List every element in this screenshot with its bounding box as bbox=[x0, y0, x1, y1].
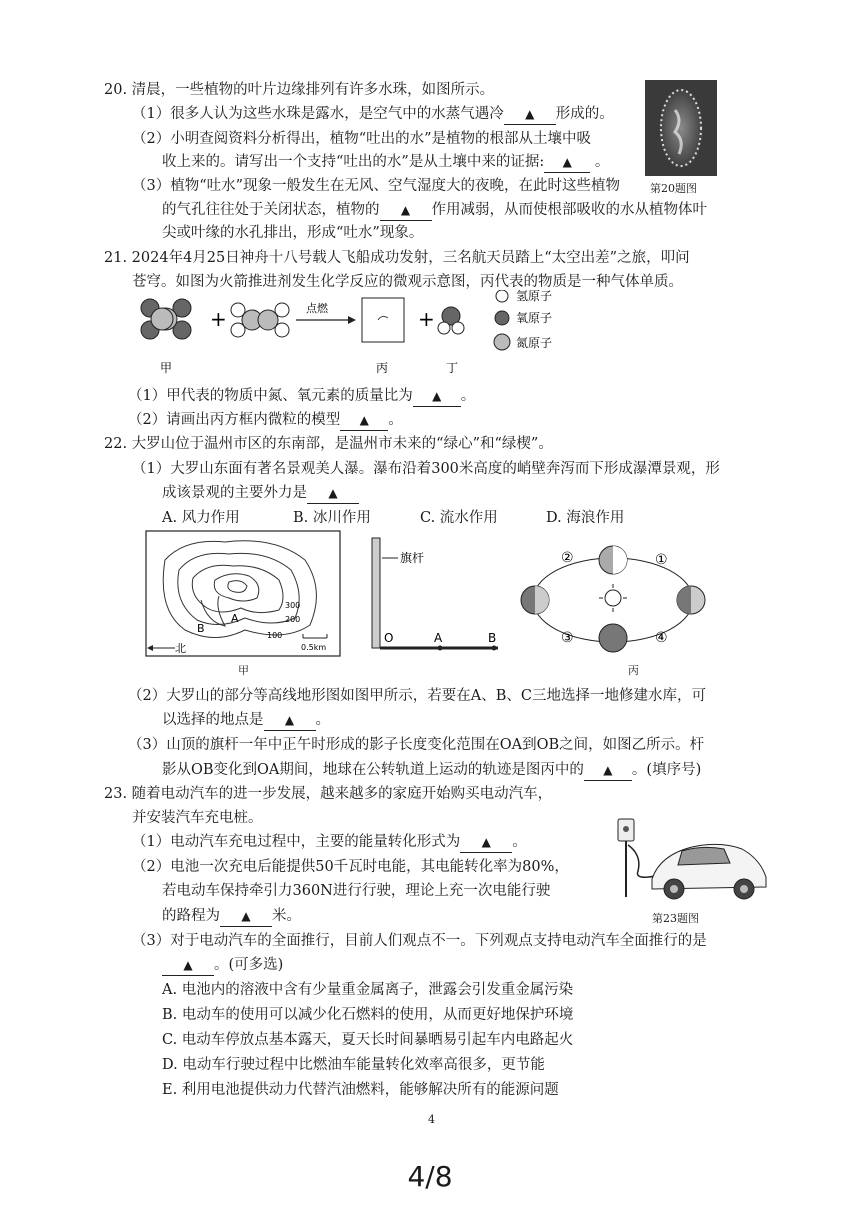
legend-hydrogen: 氢原子 bbox=[516, 290, 553, 303]
molecule-jia bbox=[141, 299, 191, 339]
svg-text:O: O bbox=[384, 631, 394, 645]
q23-part3b: ▲ 。(可多选) bbox=[162, 955, 283, 976]
orbit-diagram bbox=[515, 538, 715, 662]
svg-text:①: ① bbox=[655, 552, 668, 568]
q23-part3a: （3）对于电动汽车的全面推行，目前人们观点不一。下列观点支持电动汽车全面推行的是 bbox=[132, 933, 707, 949]
q23-option-c: C. 电动车停放点基本露天，夏天长时间暴晒易引起车内电路起火 bbox=[162, 1032, 574, 1048]
svg-text:③: ③ bbox=[561, 630, 574, 646]
q22-part2b: 以选择的地点是 ▲ 。 bbox=[162, 710, 330, 731]
q22-part1a: （1）大罗山东面有著名景观美人瀑。瀑布沿着300米高度的峭壁奔泻而下形成瀑潭景观，形 bbox=[132, 461, 720, 477]
svg-text:200: 200 bbox=[285, 615, 301, 624]
legend-nitrogen: 氮原子 bbox=[516, 336, 553, 350]
svg-text:B: B bbox=[488, 631, 497, 645]
q20-stem: 20. 清晨，一些植物的叶片边缘排列有许多水珠，如图所示。 bbox=[104, 82, 495, 98]
label-ding: 丁 bbox=[446, 361, 459, 375]
map-caption: 甲 bbox=[238, 664, 249, 677]
svg-text:A: A bbox=[231, 612, 239, 625]
q20-part3b: 的气孔往往处于关闭状态，植物的 ▲ 作用减弱，从而使根部吸收的水从植物体叶 bbox=[162, 200, 707, 221]
molecule-ding bbox=[438, 307, 464, 334]
q22-option-a: A. 风力作用 bbox=[162, 510, 240, 526]
q22-part1b: 成该景观的主要外力是 ▲ bbox=[162, 483, 359, 504]
label-bing: 丙 bbox=[376, 361, 389, 375]
page-number: 4 bbox=[428, 1113, 435, 1126]
q21-part1: （1）甲代表的物质中氮、氧元素的质量比为 ▲ 。 bbox=[128, 386, 475, 407]
svg-text:旗杆: 旗杆 bbox=[400, 551, 425, 565]
molecule-yi bbox=[231, 303, 289, 337]
q21-stem-1: 21. 2024年4月25日神舟十八号载人飞船成功发射，三名航天员踏上“太空出差”之旅，叩问 bbox=[104, 250, 690, 266]
legend-oxygen: 氧原子 bbox=[516, 311, 553, 325]
svg-text:北: 北 bbox=[175, 642, 186, 655]
q22-stem: 22. 大罗山位于温州市区的东南部，是温州市未来的“绿心”和“绿楔”。 bbox=[104, 436, 553, 452]
q22-option-c: C. 流水作用 bbox=[420, 510, 498, 526]
ev-charging-illustration bbox=[612, 815, 772, 905]
arrow-label: 点燃 bbox=[306, 302, 328, 315]
q20-part2a: （2）小明查阅资料分析得出，植物“吐出的水”是植物的根部从土壤中吸 bbox=[132, 131, 592, 147]
svg-text:B: B bbox=[197, 622, 205, 635]
q23-part1: （1）电动汽车充电过程中，主要的能量转化形式为 ▲ 。 bbox=[132, 832, 527, 853]
page-footer: 4/8 bbox=[407, 1160, 453, 1193]
label-jia: 甲 bbox=[160, 361, 173, 375]
flagpole-diagram bbox=[360, 530, 510, 660]
q20-caption: 第20题图 bbox=[650, 182, 697, 195]
orbit-caption: 丙 bbox=[628, 664, 639, 677]
q20-part3a: （3）植物“吐水”现象一般发生在无风、空气湿度大的夜晚，在此时这些植物 bbox=[132, 178, 621, 194]
q23-part2c: 的路程为 ▲ 米。 bbox=[162, 906, 301, 927]
q23-option-b: B. 电动车的使用可以减少化石燃料的使用，从而更好地保护环境 bbox=[162, 1007, 574, 1023]
q20-part1: （1）很多人认为这些水珠是露水，是空气中的水蒸气遇冷 ▲ 形成的。 bbox=[132, 104, 614, 125]
q22-option-b: B. 冰川作用 bbox=[293, 510, 371, 526]
q20-part3c: 尖或叶缘的水孔排出，形成“吐水”现象。 bbox=[162, 225, 424, 241]
q23-option-d: D. 电动车行驶过程中比燃油车能量转化效率高很多，更节能 bbox=[162, 1057, 545, 1073]
q22-part3a: （3）山顶的旗杆一年中正午时形成的影子长度变化范围在OA到OB之间，如图乙所示。杆 bbox=[128, 737, 705, 753]
svg-text:A: A bbox=[434, 631, 443, 645]
q22-part3b: 影从OB变化到OA期间，地球在公转轨道上运动的轨迹是图丙中的 ▲ 。(填序号) bbox=[162, 760, 701, 781]
leaf-photo bbox=[645, 80, 717, 176]
q22-part2a: （2）大罗山的部分等高线地形图如图甲所示，若要在A、B、C三地选择一地修建水库，可 bbox=[128, 688, 706, 704]
svg-text:④: ④ bbox=[655, 630, 668, 646]
contour-map bbox=[145, 530, 341, 660]
q23-caption: 第23题图 bbox=[652, 912, 699, 925]
q23-part2b: 若电动车保持牵引力360N进行行驶，理论上充一次电能行驶 bbox=[162, 883, 551, 899]
q23-option-e: E. 利用电池提供动力代替汽油燃料，能够解决所有的能源问题 bbox=[162, 1082, 559, 1098]
q23-stem-1: 23. 随着电动汽车的进一步发展，越来越多的家庭开始购买电动汽车， bbox=[104, 786, 553, 802]
svg-text:100: 100 bbox=[267, 631, 283, 640]
q23-option-a: A. 电池内的溶液中含有少量重金属离子，泄露会引发重金属污染 bbox=[162, 982, 574, 998]
reaction-diagram bbox=[130, 290, 610, 380]
svg-text:300: 300 bbox=[285, 601, 301, 610]
q20-part2b: 收上来的。请写出一个支持“吐出的水”是从土壤中来的证据: ▲ 。 bbox=[162, 152, 609, 173]
q23-stem-2: 并安装汽车充电桩。 bbox=[132, 810, 263, 826]
bing-box bbox=[362, 298, 404, 342]
plus-sign-2: + bbox=[418, 307, 435, 331]
svg-text:②: ② bbox=[561, 550, 574, 566]
plus-sign-1: + bbox=[210, 307, 227, 331]
q21-stem-2: 苍穹。如图为火箭推进剂发生化学反应的微观示意图，丙代表的物质是一种气体单质。 bbox=[132, 274, 683, 290]
q23-part2a: （2）电池一次充电后能提供50千瓦时电能，其电能转化率为80%， bbox=[132, 859, 569, 875]
q22-option-d: D. 海浪作用 bbox=[546, 510, 625, 526]
q21-part2: （2）请画出丙方框内微粒的模型 ▲ 。 bbox=[128, 410, 403, 431]
svg-text:0.5km: 0.5km bbox=[301, 643, 327, 652]
